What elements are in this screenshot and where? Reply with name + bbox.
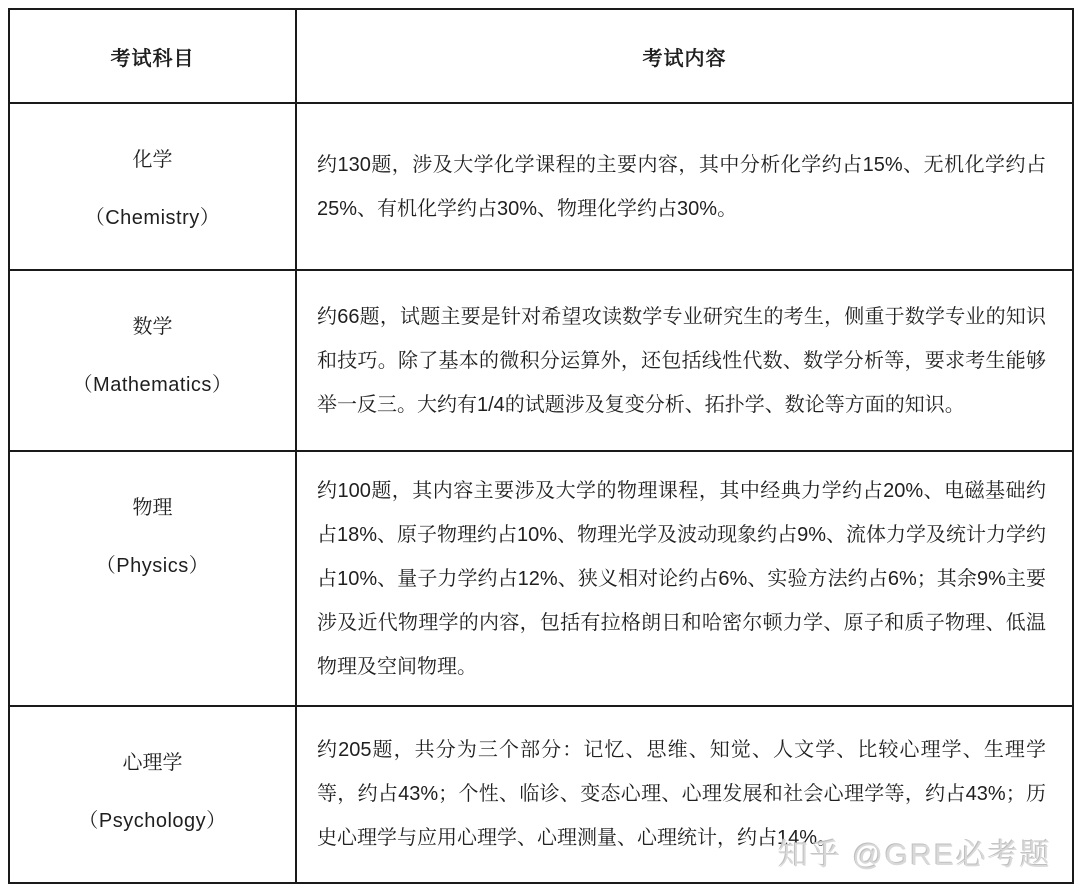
subject-cell-psychology <box>9 706 296 883</box>
content-cell-psychology: 约205题，共分为三个部分：记忆、思维、知觉、人文学、比较心理学、生理学等，约占43%；个性、临诊、变态心理、心理发展和社会心理学等，约占43%；历史心理学与应用心理学、心理测量、心理统计，约占14%。 <box>296 706 1073 883</box>
subject-name-en: （Chemistry） <box>84 207 221 229</box>
subject-name-en: （Mathematics） <box>72 374 233 397</box>
subject-name-en: （Psychology） <box>78 809 227 832</box>
subject-name-zh: 数学 <box>132 316 173 339</box>
table-row-mathematics <box>9 270 1073 451</box>
subject-name-zh: 心理学 <box>122 751 183 774</box>
table-header-row <box>9 9 1073 103</box>
header-exam-content: 考试内容 <box>296 9 1073 103</box>
table-row-chemistry <box>9 103 1073 270</box>
header-exam-subject: 考试科目 <box>9 9 296 103</box>
content-cell-mathematics: 约66题，试题主要是针对希望攻读数学专业研究生的考生，侧重于数学专业的知识和技巧。除了基本的微积分运算外，还包括线性代数、数学分析等，要求考生能够举一反三。大约有1/4的试题涉及复变分析、拓扑学、数论等方面的知识。 <box>296 270 1073 451</box>
subject-name-zh: 化学 <box>132 149 173 171</box>
subject-name-zh: 物理 <box>132 497 173 520</box>
subject-cell-physics <box>9 451 296 706</box>
exam-subjects-table <box>8 8 1074 884</box>
zhihu-watermark: 知乎 @GRE必考题 <box>778 839 1052 872</box>
content-cell-chemistry: 约130题，涉及大学化学课程的主要内容，其中分析化学约占15%、无机化学约占25%、有机化学约占30%、物理化学约占30%。 <box>296 103 1073 270</box>
content-cell-physics: 约100题，其内容主要涉及大学的物理课程，其中经典力学约占20%、电磁基础约占18%、原子物理约占10%、物理光学及波动现象约占9%、流体力学及统计力学约占10%、量子力学约占12%、狭义相对论约占6%、实验方法约占6%；其余9%主要涉及近代物理学的内容，包括有拉格朗日和哈密尔顿力学、原子和质子物理、低温物理及空间物理。 <box>296 451 1073 706</box>
table-row-physics <box>9 451 1073 706</box>
subject-name-en: （Physics） <box>95 555 210 578</box>
subject-cell-mathematics <box>9 270 296 451</box>
subject-cell-chemistry <box>9 103 296 270</box>
